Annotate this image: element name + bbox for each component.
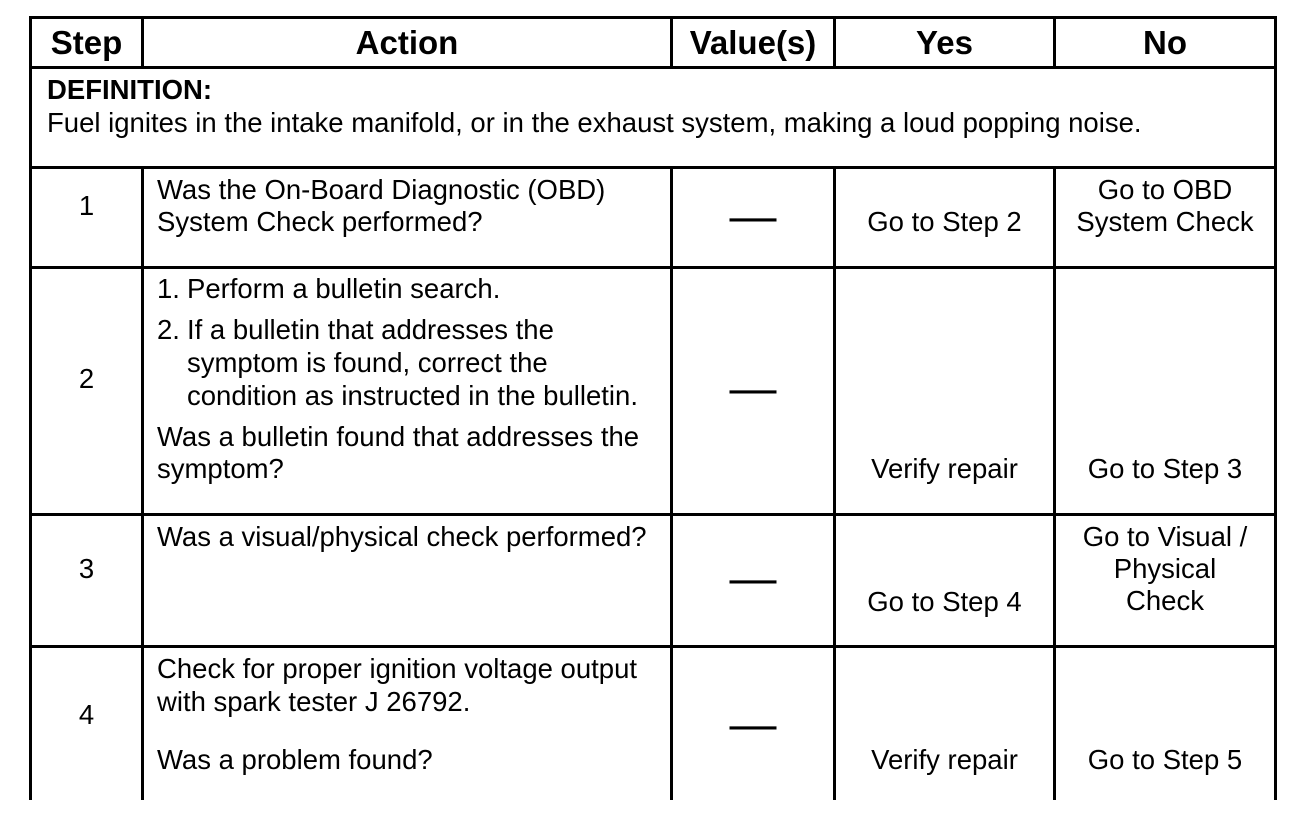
table-row — [0, 513, 1312, 645]
yes-result: Verify repair — [871, 453, 1018, 484]
instruction-number: 1. — [157, 273, 180, 304]
column-divider-step-action — [141, 166, 144, 800]
header-step: Step — [50, 24, 123, 61]
column-divider-action-values — [670, 166, 673, 800]
column-divider-action-values — [670, 16, 673, 69]
instruction-line: with spark tester J 26792. — [157, 686, 471, 717]
definition-bottom-rule — [29, 166, 1277, 169]
definition-row — [0, 66, 1312, 166]
no-result-line: Physical — [1113, 553, 1217, 584]
action-question-line: Was a bulletin found that addresses the — [157, 421, 640, 452]
table-row — [0, 645, 1312, 800]
yes-result: Go to Step 4 — [867, 586, 1022, 617]
value-dash: — — [729, 697, 777, 750]
column-divider-step-action — [141, 16, 144, 69]
step-number: 1 — [78, 190, 95, 221]
table-right-border — [1274, 16, 1277, 800]
no-result-line: Go to Step 3 — [1087, 453, 1243, 484]
yes-result: Go to Step 2 — [867, 206, 1022, 237]
no-result-line: Go to Visual / — [1082, 521, 1248, 552]
action-question-line: Was a visual/physical check performed? — [157, 521, 647, 552]
instruction-line: If a bulletin that addresses the — [187, 314, 554, 345]
definition-text: Fuel ignites in the intake manifold, or in the exhaust system, making a loud popping noise. — [47, 107, 1142, 138]
header-action: Action — [355, 24, 459, 61]
action-question-line: symptom? — [157, 453, 284, 484]
table-row — [0, 266, 1312, 513]
header-yes: Yes — [916, 24, 973, 61]
row-3-bottom-rule — [29, 645, 1277, 648]
column-divider-values-yes — [833, 16, 836, 69]
step-number: 4 — [78, 699, 95, 730]
instruction-line: condition as instructed in the bulletin. — [187, 380, 638, 411]
instruction-line: Perform a bulletin search. — [187, 273, 501, 304]
action-question-line: Was the On-Board Diagnostic (OBD) — [157, 174, 606, 205]
value-dash: — — [729, 551, 777, 604]
no-result-line: Go to OBD — [1097, 174, 1233, 205]
header-values: Value(s) — [689, 24, 817, 61]
definition-label: DEFINITION: — [47, 74, 212, 105]
value-dash: — — [729, 361, 777, 414]
action-question-line: System Check performed? — [157, 206, 483, 237]
column-divider-yes-no — [1053, 16, 1056, 69]
header-bottom-rule — [29, 66, 1277, 69]
header-no: No — [1143, 24, 1187, 61]
instruction-number: 2. — [157, 314, 180, 345]
header-row — [0, 19, 1312, 66]
table-left-border — [29, 16, 32, 800]
no-result-line: System Check — [1076, 206, 1254, 237]
table-row — [0, 166, 1312, 266]
row-2-bottom-rule — [29, 513, 1277, 516]
table-top-border — [29, 16, 1277, 19]
value-dash: — — [729, 189, 777, 242]
no-result-line: Check — [1126, 585, 1204, 616]
action-question-line: Was a problem found? — [157, 744, 433, 775]
no-result-line: Go to Step 5 — [1087, 744, 1243, 775]
step-number: 2 — [78, 363, 95, 394]
row-1-bottom-rule — [29, 266, 1277, 269]
column-divider-values-yes — [833, 166, 836, 800]
yes-result: Verify repair — [871, 744, 1018, 775]
instruction-line: Check for proper ignition voltage output — [157, 653, 638, 684]
column-divider-yes-no — [1053, 166, 1056, 800]
step-number: 3 — [78, 553, 95, 584]
instruction-line: symptom is found, correct the — [187, 347, 548, 378]
